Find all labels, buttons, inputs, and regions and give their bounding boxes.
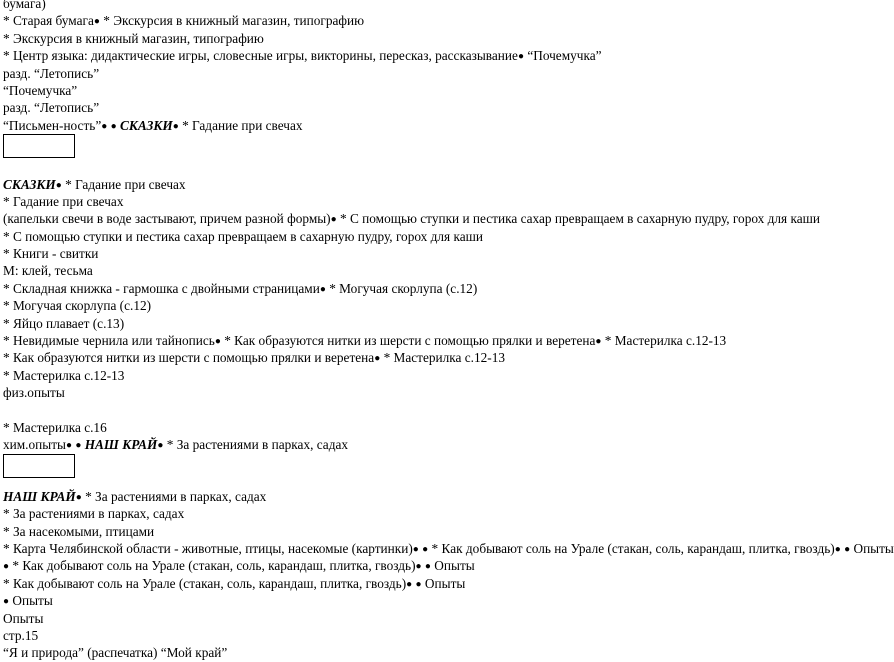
text-line: (капельки свечи в воде застывают, причем разной формы)● * С помощью ступки и пестика сахар превращаем в сахарную пудру, горох для каши	[3, 211, 820, 227]
document-body	[3, 0, 894, 662]
bullet-icon: ●	[101, 120, 108, 132]
section-heading: НАШ КРАЙ	[84, 437, 158, 453]
bullet-icon: ●	[110, 120, 117, 132]
text-line: * Могучая скорлупа (с.12)	[3, 298, 152, 314]
text-line: * Книги - свитки	[3, 246, 99, 262]
empty-frame	[3, 454, 75, 478]
text-line: “Почемучка”	[3, 82, 78, 98]
text-line: СКАЗКИ● * Гадание при свечах	[3, 176, 186, 192]
text-line: Опыты	[3, 610, 44, 626]
text-line: ● Опыты	[3, 593, 53, 609]
bullet-icon: ●	[319, 283, 326, 295]
bullet-icon: ●	[65, 440, 72, 452]
section-heading: СКАЗКИ	[3, 176, 56, 192]
bullet-icon: ●	[172, 120, 179, 132]
section-heading: НАШ КРАЙ	[3, 488, 76, 504]
text-line: “Я и природа” (распечатка) “Мой край”	[3, 645, 228, 661]
bullet-icon: ●	[374, 353, 381, 365]
bullet-icon: ●	[595, 336, 602, 348]
text-line: * Экскурсия в книжный магазин, типографию	[3, 30, 264, 46]
bullet-icon: ●	[93, 16, 100, 28]
text-line: * Складная книжка - гармошка с двойными страницами● * Могучая скорлупа (с.12)	[3, 280, 478, 296]
bullet-icon: ●	[415, 578, 422, 590]
text-line: * Старая бумага● * Экскурсия в книжный магазин, типографию	[3, 13, 365, 29]
text-line: * Мастерилка с.12-13	[3, 367, 125, 383]
text-line: ● * Как добывают соль на Урале (стакан, соль, карандаш, плитка, гвоздь)● ● Опыты	[3, 558, 475, 574]
text-line: хим.опыты● ● НАШ КРАЙ● * За растениями в парках, садах	[3, 437, 349, 453]
bullet-icon: ●	[75, 440, 82, 452]
bullet-icon: ●	[55, 179, 62, 191]
section-heading: СКАЗКИ	[119, 117, 173, 133]
bullet-icon: ●	[844, 543, 851, 555]
bullet-icon: ●	[3, 596, 10, 608]
bullet-icon: ●	[517, 51, 524, 63]
text-line: * Гадание при свечах	[3, 193, 124, 209]
bullet-icon: ●	[415, 561, 422, 573]
bullet-icon: ●	[412, 543, 419, 555]
text-line: М: клей, тесьма	[3, 263, 93, 279]
text-line: стр.15	[3, 627, 39, 643]
text-line: разд. “Летопись”	[3, 65, 100, 81]
text-line: * За растениями в парках, садах	[3, 506, 185, 522]
bullet-icon: ●	[422, 543, 429, 555]
text-line: * Как добывают соль на Урале (стакан, соль, карандаш, плитка, гвоздь)● ● Опыты	[3, 575, 466, 591]
text-line: “Письмен-ность”● ● СКАЗКИ● * Гадание при свечах	[3, 117, 303, 133]
text-line: бумага)	[3, 0, 46, 11]
text-line: физ.опыты	[3, 385, 65, 401]
bullet-icon: ●	[75, 491, 82, 503]
bullet-icon: ●	[214, 336, 221, 348]
text-line: НАШ КРАЙ● * За растениями в парках, садах	[3, 488, 267, 504]
bullet-icon: ●	[406, 578, 413, 590]
text-line: * Яйцо плавает (с.13)	[3, 315, 125, 331]
bullet-icon: ●	[834, 543, 841, 555]
text-line: * Центр языка: дидактические игры, словесные игры, викторины, пересказ, рассказывание● “Почемучка”	[3, 48, 602, 64]
bullet-icon: ●	[3, 561, 10, 573]
text-line: * За насекомыми, птицами	[3, 523, 155, 539]
bullet-icon: ●	[424, 561, 431, 573]
text-line: разд. “Летопись”	[3, 100, 100, 116]
bullet-icon: ●	[330, 214, 337, 226]
text-line: * Невидимые чернила или тайнопись● * Как образуются нитки из шерсти с помощью прялки и веретена● * Мастерилка с.12-13	[3, 333, 727, 349]
text-line: * С помощью ступки и пестика сахар превращаем в сахарную пудру, горох для каши	[3, 228, 484, 244]
bullet-icon: ●	[157, 440, 164, 452]
text-line: * Как образуются нитки из шерсти с помощью прялки и веретена● * Мастерилка с.12-13	[3, 350, 506, 366]
empty-frame	[3, 134, 75, 158]
text-line: * Карта Челябинской области - животные, птицы, насекомые (картинки)● ● * Как добывают соль на Урале (стакан, соль, карандаш, плитка, гвоздь)● ● Опыты	[3, 540, 894, 556]
text-line: * Мастерилка с.16	[3, 419, 107, 435]
